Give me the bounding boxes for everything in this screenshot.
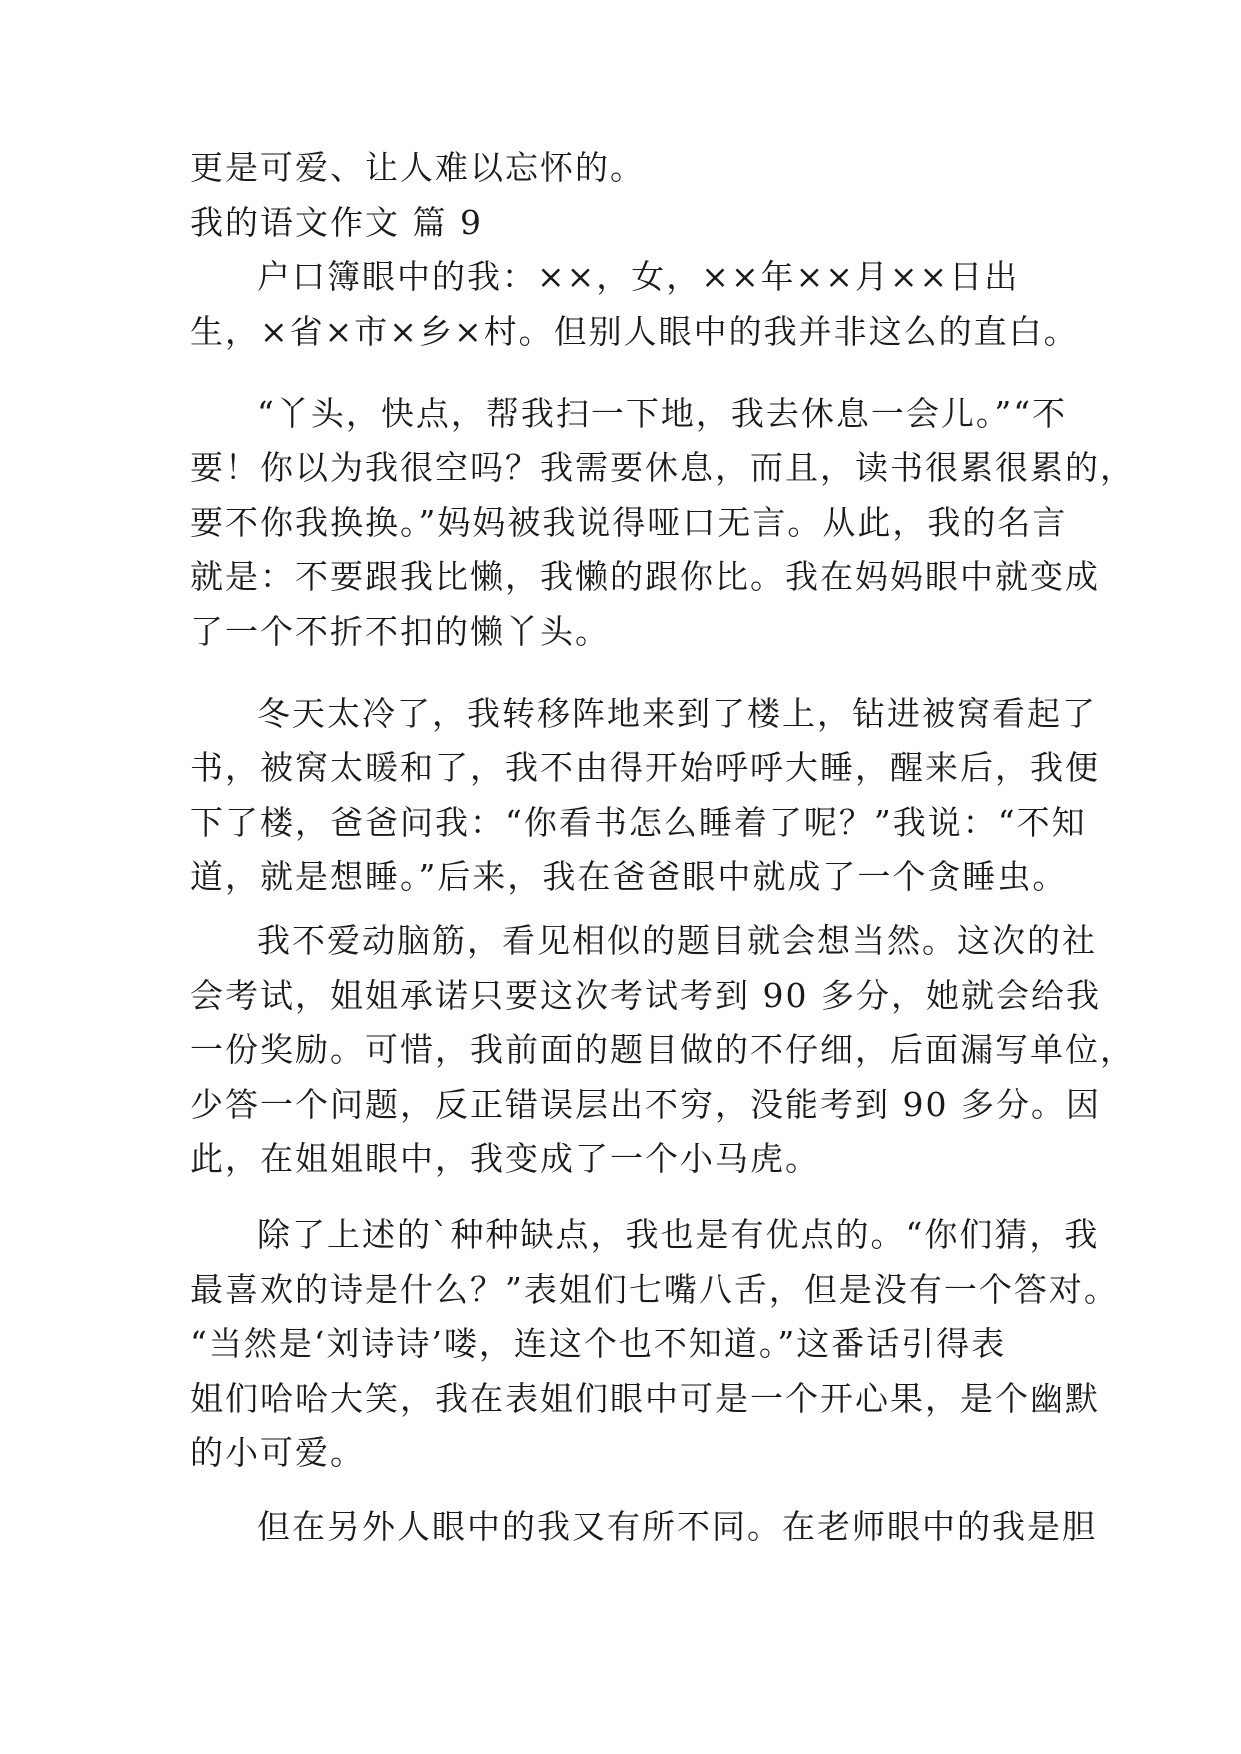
text-line: 姐们哈哈大笑，我在表姐们眼中可是一个开心果，是个幽默 (190, 1379, 1100, 1418)
text-line: 就是：不要跟我比懒，我懒的跟你比。我在妈妈眼中就变成 (190, 557, 1100, 596)
text-line: 我不爱动脑筋，看见相似的题目就会想当然。这次的社 (257, 921, 1097, 960)
text-line: 冬天太冷了，我转移阵地来到了楼上，钻进被窝看起了 (257, 694, 1097, 733)
text-line: 要！你以为我很空吗？我需要休息，而且，读书很累很累的， (190, 448, 1135, 487)
text-line: 道，就是想睡。”后来，我在爸爸眼中就成了一个贪睡虫。 (190, 857, 1068, 896)
text-line: 一份奖励。可惜，我前面的题目做的不仔细，后面漏写单位， (190, 1030, 1135, 1069)
text-line: 户口簿眼中的我：××，女，××年××月××日出 (257, 257, 1020, 296)
text-line: 此，在姐姐眼中，我变成了一个小马虎。 (190, 1139, 820, 1178)
text-line: “丫头，快点，帮我扫一下地，我去休息一会儿。”“不 (257, 394, 1068, 433)
text-line: 要不你我换换。”妈妈被我说得哑口无言。从此，我的名言 (190, 503, 1068, 542)
text-line: 下了楼，爸爸问我：“你看书怎么睡着了呢？”我说：“不知 (190, 803, 1087, 842)
text-line: 更是可爱、让人难以忘怀的。 (190, 148, 645, 187)
text-line: 除了上述的`种种缺点，我也是有优点的。“你们猜，我 (257, 1215, 1100, 1254)
text-line: 但在另外人眼中的我又有所不同。在老师眼中的我是胆 (257, 1507, 1097, 1546)
text-line: 书，被窝太暖和了，我不由得开始呼呼大睡，醒来后，我便 (190, 748, 1100, 787)
text-line: 生，×省×市×乡×村。但别人眼中的我并非这么的直白。 (190, 312, 1079, 351)
text-line: 会考试，姐姐承诺只要这次考试考到 90 多分，她就会给我 (190, 976, 1101, 1015)
section-heading: 我的语文作文 篇 9 (190, 203, 483, 242)
text-line: “当然是‘刘诗诗’喽，连这个也不知道。”这番话引得表 (190, 1324, 1007, 1363)
text-line: 最喜欢的诗是什么？”表姐们七嘴八舌，但是没有一个答对。 (190, 1270, 1119, 1309)
text-line: 少答一个问题，反正错误层出不穷，没能考到 90 多分。因 (190, 1085, 1101, 1124)
text-line: 了一个不折不扣的懒丫头。 (190, 612, 610, 651)
text-line: 的小可爱。 (190, 1433, 365, 1472)
